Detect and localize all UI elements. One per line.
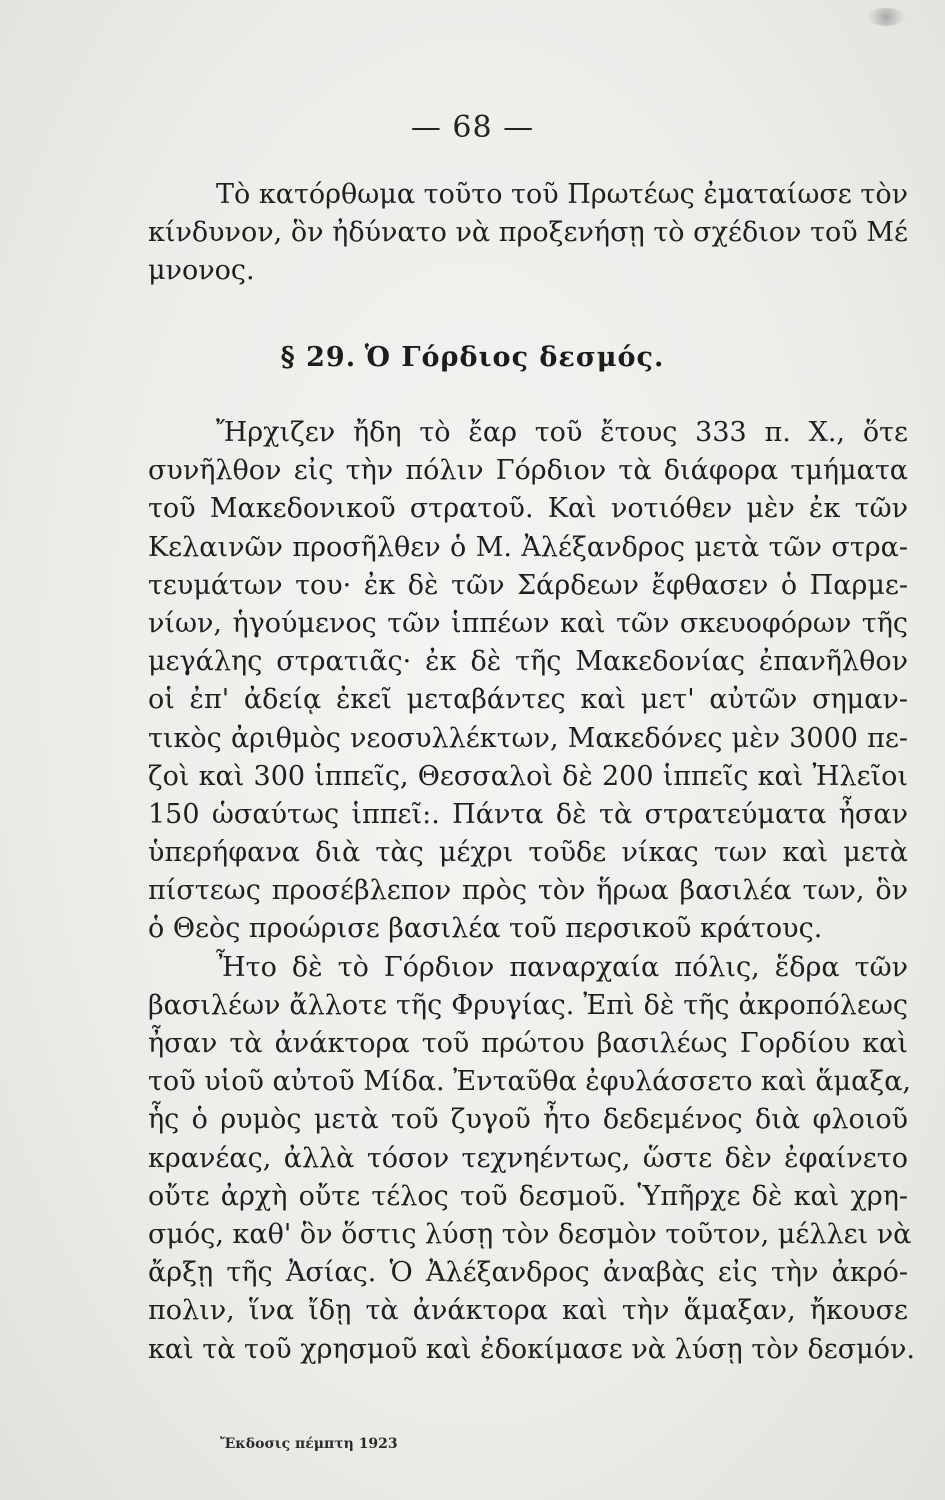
print-speck bbox=[867, 8, 905, 26]
text-line: ἦσαν τὰ ἀνάκτορα τοῦ πρώτου βασιλέως Γορδίου καὶ bbox=[148, 1028, 908, 1059]
section-title: Ὁ Γόρδιος δεσμός. bbox=[364, 342, 665, 373]
text-line: οἱ ἐπ' ἀδείᾳ ἐκεῖ μεταβάντες καὶ μετ' αὐτῶν σημαν- bbox=[148, 684, 908, 716]
text-line: καὶ τὰ τοῦ χρησμοῦ καὶ ἐδοκίμασε νὰ λύσῃ τὸν δεσμόν. bbox=[148, 1333, 915, 1365]
edition-footnote: Ἔκδοσις πέμπτη 1923 bbox=[220, 1436, 398, 1452]
text-line: Τὸ κατόρθωμα τοῦτο τοῦ Πρωτέως ἐματαίωσε τὸν bbox=[216, 179, 908, 210]
text-line: τευμάτων του· ἐκ δὲ τῶν Σάρδεων ἔφθασεν ὁ Παρμε- bbox=[148, 569, 908, 601]
text-line: Κελαινῶν προσῆλθεν ὁ Μ. Ἀλέξανδρος μετὰ τῶν στρα- bbox=[148, 531, 908, 563]
text-line: τοῦ Μακεδονικοῦ στρατοῦ. Καὶ νοτιόθεν μὲν ἐκ τῶν bbox=[148, 493, 908, 525]
text-line: συνῆλθον εἰς τὴν πόλιν Γόρδιον τὰ διάφορα τμήματα bbox=[148, 455, 908, 487]
text-line: Ἤρχιζεν ἤδη τὸ ἔαρ τοῦ ἔτους 333 π. Χ., ὅτε bbox=[216, 417, 908, 448]
text-line: μνονος. bbox=[148, 255, 255, 287]
text-line: οὔτε ἀρχὴ οὔτε τέλος τοῦ δεσμοῦ. Ὑπῆρχε δὲ καὶ χρη- bbox=[148, 1180, 908, 1212]
text-line: τικὸς ἀριθμὸς νεοσυλλέκτων, Μακεδόνες μὲν 3000 πε- bbox=[148, 722, 908, 754]
text-line: σμός, καθ' ὃν ὅστις λύσῃ τὸν δεσμὸν τοῦτον, μέλλει νὰ bbox=[148, 1218, 912, 1250]
text-line: ἧς ὁ ρυμὸς μετὰ τοῦ ζυγοῦ ἦτο δεδεμένος διὰ φλοιοῦ bbox=[148, 1104, 908, 1136]
text-line: Ἦτο δὲ τὸ Γόρδιον παναρχαία πόλις, ἕδρα τῶν bbox=[216, 951, 908, 983]
text-line: κίνδυνον, ὃν ἠδύνατο νὰ προξενήσῃ τὸ σχέδιον τοῦ Μέ bbox=[148, 217, 908, 249]
text-line: πίστεως προσέβλεπον πρὸς τὸν ἥρωα βασιλέα των, ὃν bbox=[148, 875, 908, 907]
text-line: νίων, ἡγούμενος τῶν ἱππέων καὶ τῶν σκευοφόρων τῆς bbox=[148, 607, 908, 639]
text-line: βασιλέων ἄλλοτε τῆς Φρυγίας. Ἐπὶ δὲ τῆς ἀκροπόλεως bbox=[148, 989, 908, 1021]
text-line: κρανέας, ἀλλὰ τόσον τεχνηέντως, ὥστε δὲν ἐφαίνετο bbox=[148, 1142, 908, 1174]
text-line: μεγάλης στρατιᾶς· ἐκ δὲ τῆς Μακεδονίας ἐπανῆλθον bbox=[148, 646, 908, 678]
page-number: — 68 — bbox=[410, 110, 535, 145]
text-line: τοῦ υἱοῦ αὐτοῦ Μίδα. Ἐνταῦθα ἐφυλάσσετο καὶ ἅμαξα, bbox=[148, 1066, 912, 1098]
text-line: 150 ὡσαύτως ἱππεῖ:. Πάντα δὲ τὰ στρατεύματα ἦσαν bbox=[148, 798, 908, 830]
text-line: ζοὶ καὶ 300 ἱππεῖς, Θεσσαλοὶ δὲ 200 ἱππεῖς καὶ Ἠλεῖοι bbox=[148, 760, 908, 792]
section-number: § 29. bbox=[280, 342, 357, 373]
body-text bbox=[148, 414, 915, 1369]
text-line: ὁ Θεὸς προώρισε βασιλέα τοῦ περσικοῦ κράτους. bbox=[148, 913, 823, 945]
text-line: ἄρξῃ τῆς Ἀσίας. Ὁ Ἀλέξανδρος ἀναβὰς εἰς τὴν ἀκρό- bbox=[148, 1257, 908, 1289]
text-line: πολιν, ἵνα ἴδῃ τὰ ἀνάκτορα καὶ τὴν ἅμαξαν, ἤκουσε bbox=[148, 1295, 908, 1327]
intro-paragraph bbox=[148, 176, 908, 291]
section-heading bbox=[0, 342, 945, 373]
text-line: ὑπερήφανα διὰ τὰς μέχρι τοῦδε νίκας των καὶ μετὰ bbox=[148, 837, 908, 869]
